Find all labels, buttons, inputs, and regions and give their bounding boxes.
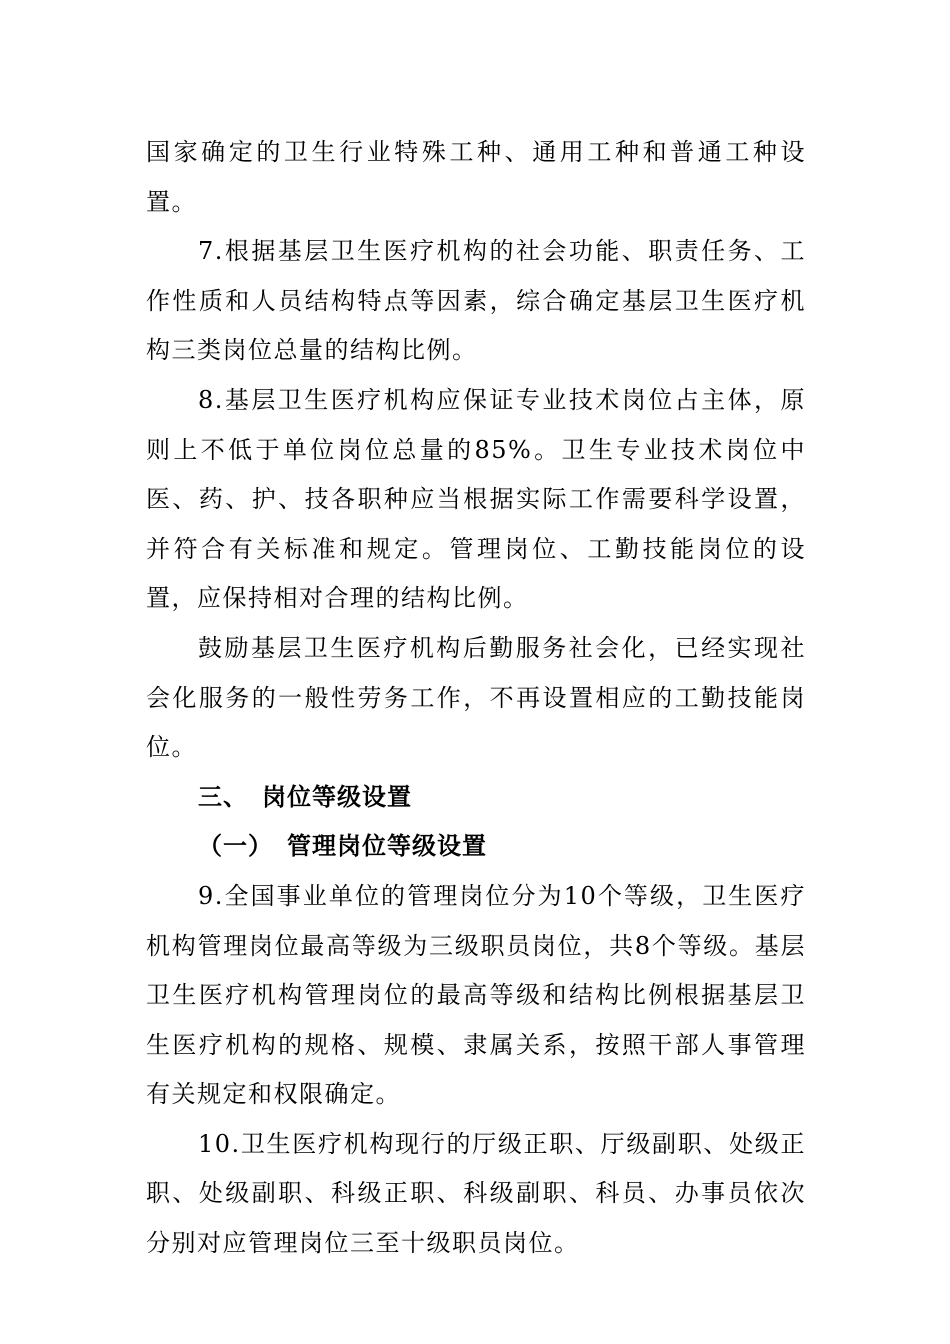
paragraph-9: 9.全国事业单位的管理岗位分为10个等级，卫生医疗机构管理岗位最高等级为三级职员岗位，共8个等级。基层卫生医疗机构管理岗位的最高等级和结构比例根据基层卫生医疗机构的规格、规模、隶属关系，按照干部人事管理有关规定和权限确定。 xyxy=(146,881,806,1109)
subsection-heading-number: （一） xyxy=(198,832,273,861)
paragraph-10: 10.卫生医疗机构现行的厅级正职、厅级副职、处级正职、处级副职、科级正职、科级副职、科员、办事员依次分别对应管理岗位三至十级职员岗位。 xyxy=(146,1129,806,1258)
subsection-heading-1 xyxy=(146,822,806,872)
document-page xyxy=(146,128,806,1269)
section-heading-text: 岗位等级设置 xyxy=(262,782,412,811)
paragraph-8: 8.基层卫生医疗机构应保证专业技术岗位占主体，原则上不低于单位岗位总量的85%。卫生专业技术岗位中医、药、护、技各职种应当根据实际工作需要科学设置，并符合有关标准和规定。管理岗位、工勤技能岗位的设置，应保持相对合理的结构比例。 xyxy=(146,385,806,613)
subsection-heading-text: 管理岗位等级设置 xyxy=(287,832,487,861)
section-heading-number: 三、 xyxy=(198,782,248,811)
section-heading-3 xyxy=(146,773,806,823)
paragraph-7: 7.根据基层卫生医疗机构的社会功能、职责任务、工作性质和人员结构特点等因素，综合确定基层卫生医疗机构三类岗位总量的结构比例。 xyxy=(146,237,806,365)
paragraph-8-supplement: 鼓励基层卫生医疗机构后勤服务社会化，已经实现社会化服务的一般性劳务工作，不再设置相应的工勤技能岗位。 xyxy=(146,633,806,762)
paragraph-continued: 国家确定的卫生行业特殊工种、通用工种和普通工种设置。 xyxy=(146,138,806,216)
